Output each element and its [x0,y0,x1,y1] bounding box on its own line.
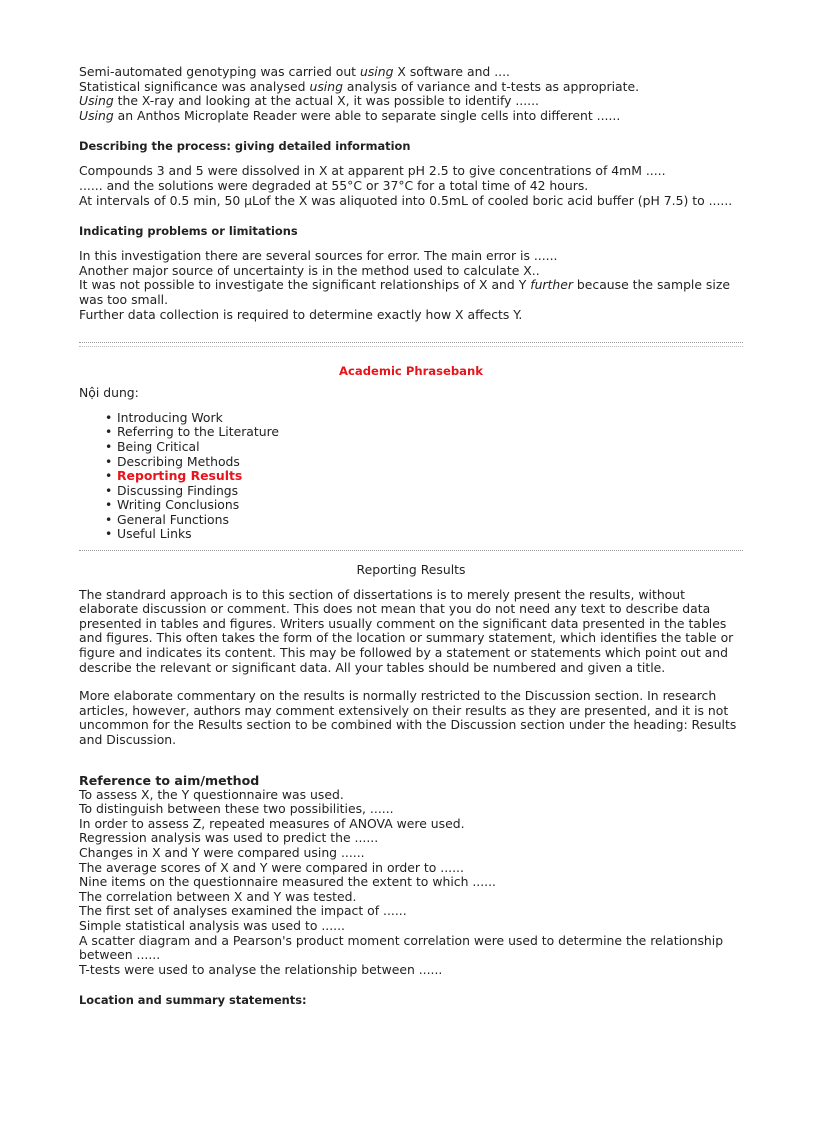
aim-line: To distinguish between these two possibilities, ...... [79,801,394,817]
toc-item-describing-methods[interactable]: • Describing Methods [107,455,743,470]
document-page [79,65,743,1007]
aim-line: Simple statistical analysis was used to ...... [79,917,345,933]
process-heading: Describing the process: giving detailed information [79,139,411,154]
aim-line: Changes in X and Y were compared using ...... [79,844,365,860]
problems-line: It was not possible to investigate the significant relationships of X and Y further because the sample size was too small. [79,277,730,307]
toc-item-being-critical[interactable]: • Being Critical [107,440,743,455]
problems-line: In this investigation there are several sources for error. The main error is ...... [79,248,558,264]
location-heading: Location and summary statements: [79,993,307,1008]
process-line: Compounds 3 and 5 were dissolved in X at apparent pH 2.5 to give concentrations of 4mM ..... [79,163,666,179]
section-paragraph-2: More elaborate commentary on the results is normally restricted to the Discussion section. In research articles, however, authors may comment extensively on their results as they are presented, and it is not uncommon for the Results section to be combined with the Discussion section under the heading: Results and Discussion. [79,688,737,747]
methods-line: Using the X-ray and looking at the actual X, it was possible to identify ...... [79,93,539,109]
process-line: ...... and the solutions were degraded at 55°C or 37°C for a total time of 42 hours. [79,177,589,193]
toc-item-introducing-work[interactable]: • Introducing Work [107,411,743,426]
toc-item-reporting-results[interactable]: • Reporting Results [107,469,743,484]
contents-label: Nội dung: [79,385,139,401]
problems-line: Further data collection is required to determine exactly how X affects Y. [79,306,523,322]
aim-line: In order to assess Z, repeated measures of ANOVA were used. [79,815,465,831]
toc-item-discussing-findings[interactable]: • Discussing Findings [107,484,743,499]
toc-item-referring-literature[interactable]: • Referring to the Literature [107,425,743,440]
aim-line: To assess X, the Y questionnaire was used. [79,786,344,802]
aim-heading: Reference to aim/method [79,772,260,788]
aim-line: A scatter diagram and a Pearson's product moment correlation were used to determine the relationship between ...... [79,932,724,963]
toc-item-useful-links[interactable]: • Useful Links [107,527,743,542]
aim-line: The average scores of X and Y were compared in order to ...... [79,859,464,875]
aim-line: Nine items on the questionnaire measured the extent to which ...... [79,874,496,890]
methods-line: Semi-automated genotyping was carried out using X software and .... [79,64,510,79]
toc-item-writing-conclusions[interactable]: • Writing Conclusions [107,498,743,513]
toc-item-general-functions[interactable]: • General Functions [107,513,743,528]
aim-lines [79,788,743,978]
problems-line: Another major source of uncertainty is in the method used to calculate X.. [79,262,540,278]
process-lines [79,164,743,208]
phrasebank-title[interactable]: Academic Phrasebank [339,364,483,379]
methods-using-lines [79,65,743,123]
aim-line: Regression analysis was used to predict the ...... [79,830,379,846]
process-line: At intervals of 0.5 min, 50 μLof the X was aliquoted into 0.5mL of cooled boric acid buffer (pH 7.5) to ...... [79,192,733,208]
section-title: Reporting Results [356,562,466,578]
aim-line: T-tests were used to analyse the relationship between ...... [79,961,443,977]
aim-line: The first set of analyses examined the impact of ...... [79,903,407,919]
section-paragraph-1: The standrard approach is to this section of dissertations is to merely present the results, without elaborate discussion or comment. This does not mean that you do not need any text to describe data presented in tables and figures. Writers usually comment on the significant data presented in the tables and figures. This often takes the form of the location or summary statement, which identifies the table or figure and indicates its content. This may be followed by a statement or statements which point out and describe the relevant or significant data. All your tables should be numbered and given a title. [79,586,734,675]
problems-heading: Indicating problems or limitations [79,224,298,239]
aim-line: The correlation between X and Y was tested. [79,888,357,904]
problems-lines [79,249,743,322]
phrasebank-toc [107,411,743,542]
methods-line: Statistical significance was analysed using analysis of variance and t-tests as appropriate. [79,78,640,94]
methods-line: Using an Anthos Microplate Reader were able to separate single cells into different ...... [79,107,621,123]
